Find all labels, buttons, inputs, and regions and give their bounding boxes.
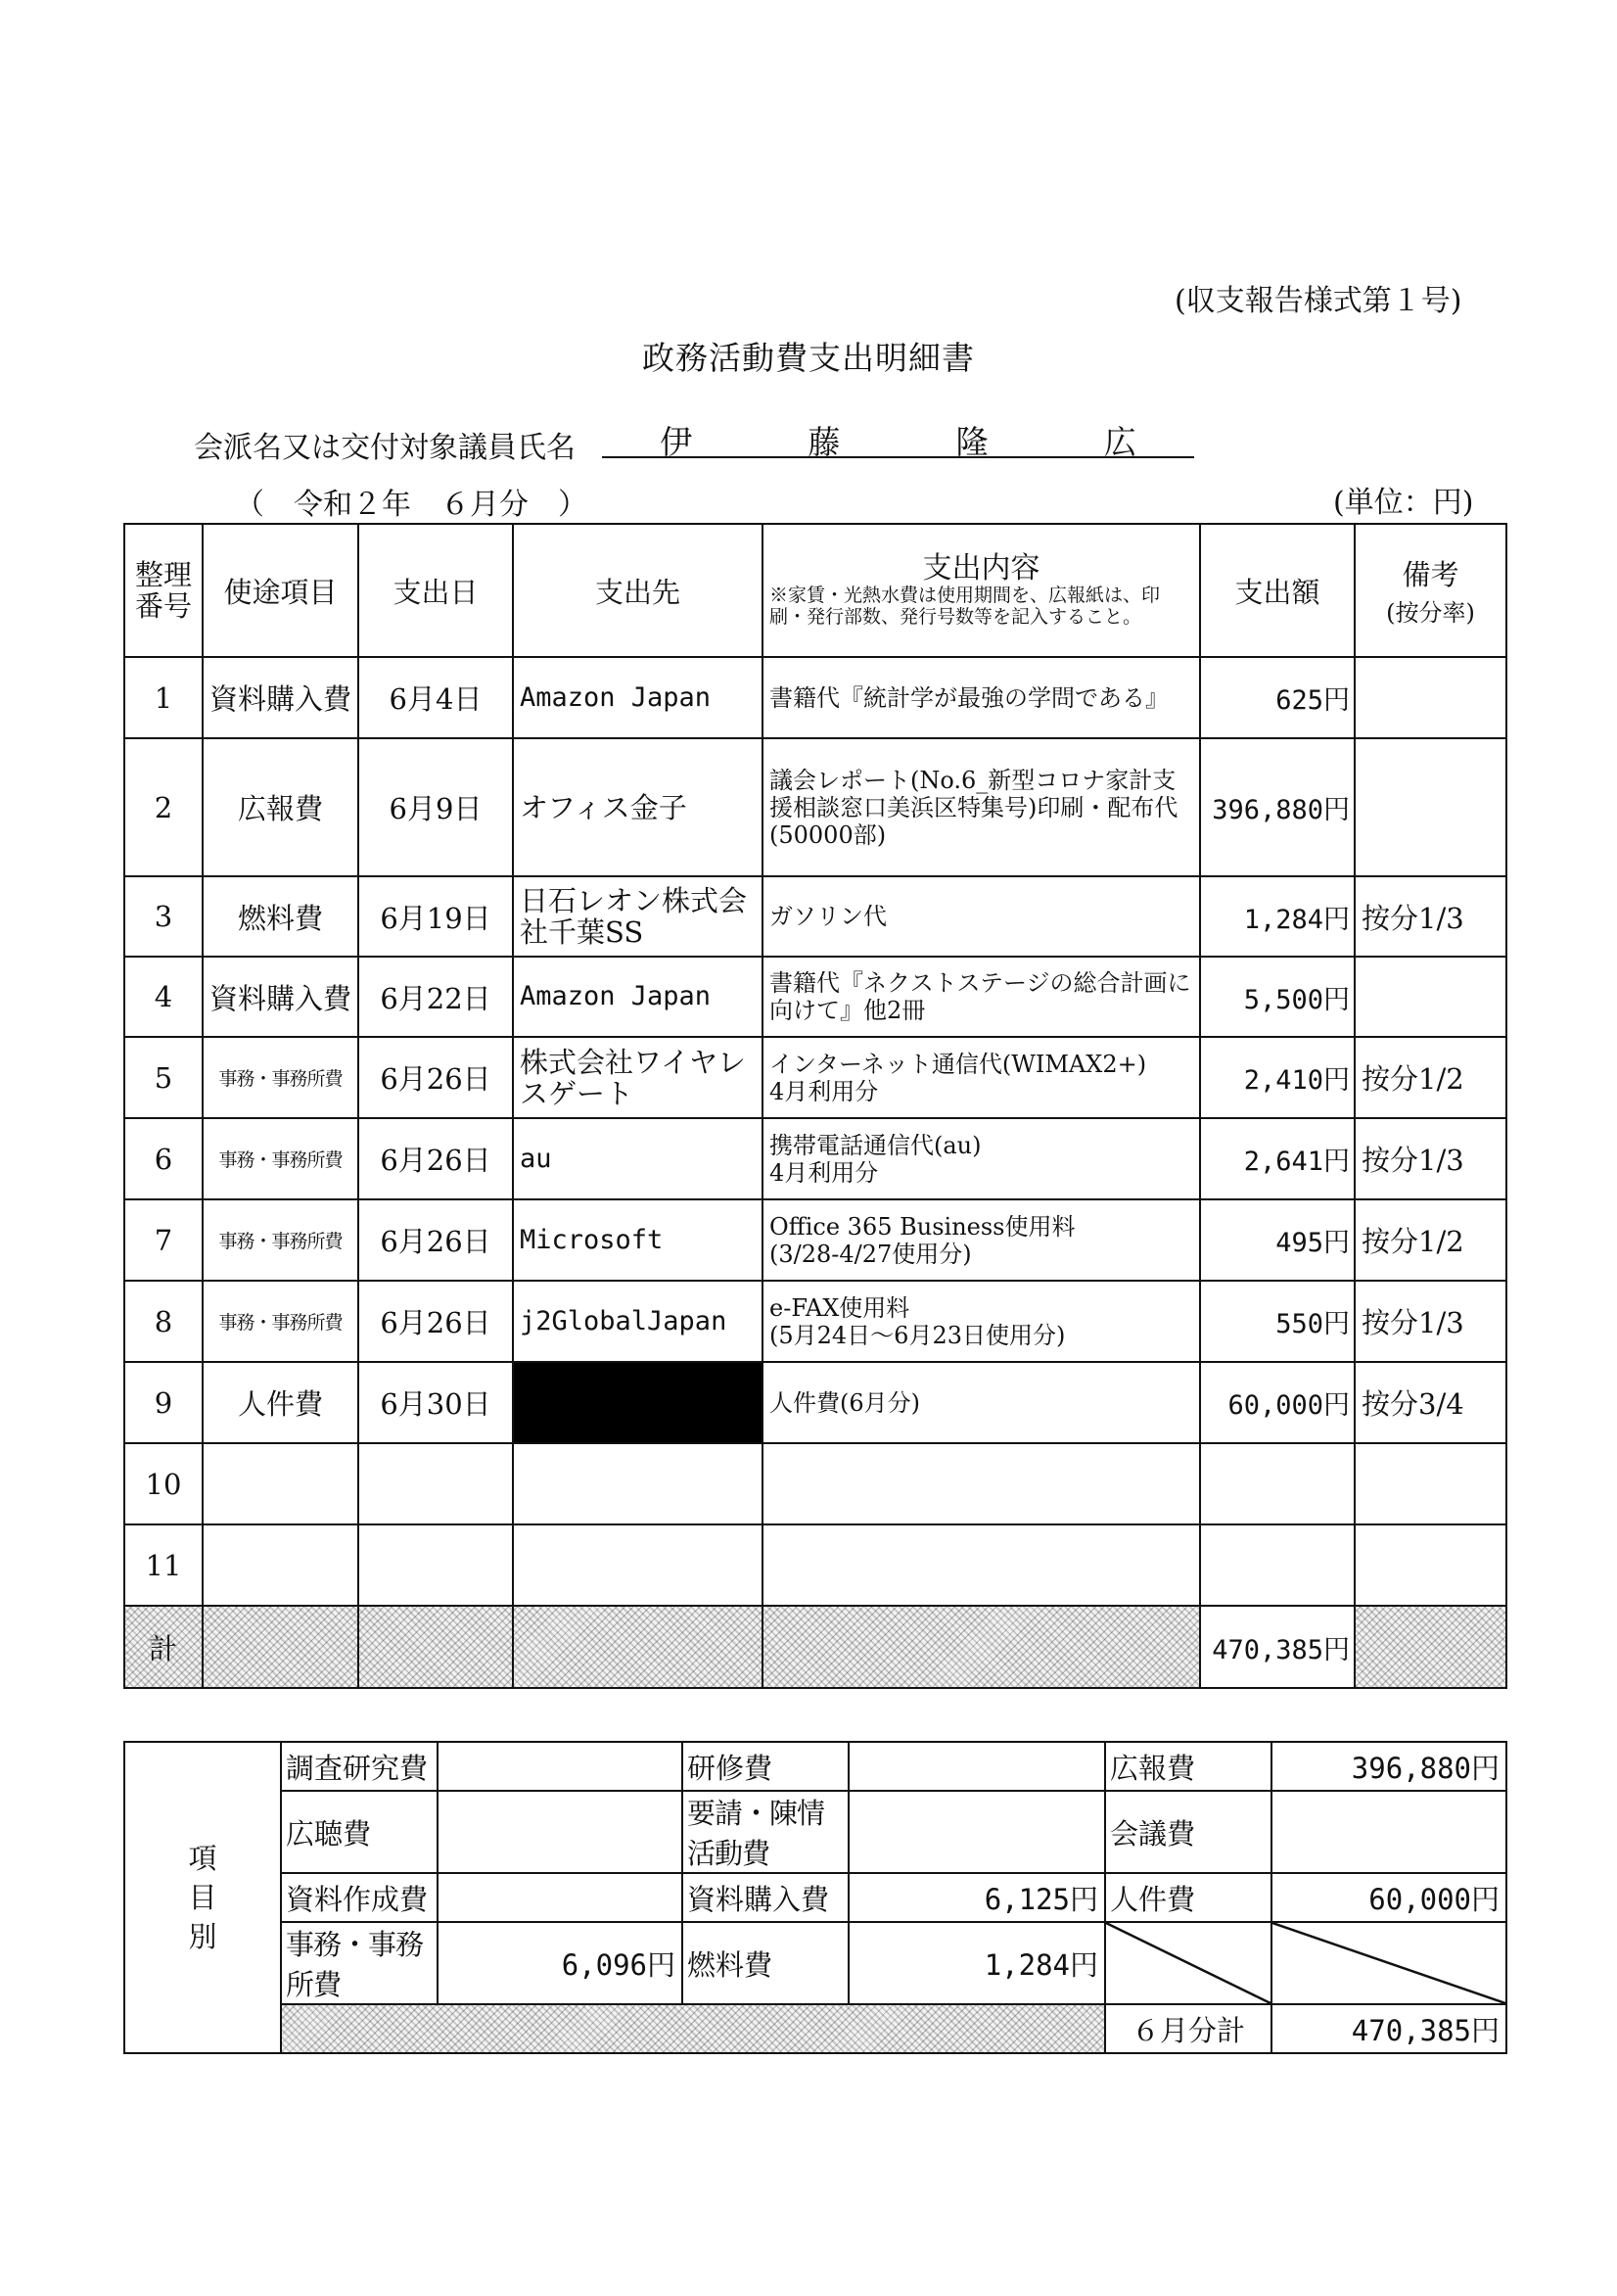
- row-remarks: 按分1/3: [1355, 1281, 1506, 1362]
- summary-value-shiryou-kounyu: 6,125円: [849, 1873, 1105, 1922]
- member-name-char: 広: [1103, 423, 1136, 461]
- document-title: 政務活動費支出明細書: [642, 339, 975, 377]
- row-no: 1: [124, 657, 203, 738]
- summary-label-shiryou-kounyu: 資料購入費: [682, 1873, 849, 1922]
- row-no: 6: [124, 1118, 203, 1199]
- summary-side-label: 項目別: [124, 1742, 281, 2053]
- form-number: (収支報告様式第１号): [1175, 284, 1462, 318]
- summary-value-jinken: 60,000円: [1271, 1873, 1506, 1922]
- row-remarks: [1355, 1524, 1506, 1606]
- unit-label: (単位：円): [1333, 486, 1474, 520]
- header-date: 支出日: [358, 524, 513, 657]
- member-name-char: 伊: [660, 423, 693, 461]
- row-amount: 1,284円: [1200, 876, 1355, 957]
- row-amount: 2,410円: [1200, 1037, 1355, 1118]
- row-payee: Amazon Japan: [513, 957, 762, 1037]
- summary-table: [123, 1741, 1507, 2054]
- row-category: 事務・事務所費: [203, 1118, 358, 1199]
- header-content: [762, 524, 1200, 657]
- row-amount: 495円: [1200, 1199, 1355, 1281]
- summary-label-kouhou: 広報費: [1105, 1742, 1271, 1791]
- row-payee: オフィス金子: [513, 738, 762, 876]
- table-row: [124, 1118, 1506, 1199]
- summary-diagonal-cell: [1105, 1922, 1271, 2004]
- summary-value-kaigi: [1271, 1791, 1506, 1873]
- total-shaded-cell: [1355, 1606, 1506, 1688]
- summary-month-total-label: ６月分計: [1105, 2004, 1271, 2053]
- row-amount: [1200, 1443, 1355, 1524]
- row-no: 10: [124, 1443, 203, 1524]
- row-category: 事務・事務所費: [203, 1199, 358, 1281]
- row-amount: [1200, 1524, 1355, 1606]
- member-name-char: 藤: [808, 423, 841, 461]
- header-remarks-main: 備考: [1402, 558, 1459, 591]
- row-content: 書籍代『ネクストステージの総合計画に向けて』他2冊: [762, 957, 1200, 1037]
- row-content: [762, 1443, 1200, 1524]
- row-amount: 60,000円: [1200, 1362, 1355, 1443]
- summary-label-kaigi: 会議費: [1105, 1791, 1271, 1873]
- summary-value-kouhou: 396,880円: [1271, 1742, 1506, 1791]
- summary-label-yousei: 要請・陳情活動費: [682, 1791, 849, 1873]
- row-remarks: [1355, 657, 1506, 738]
- row-no: 4: [124, 957, 203, 1037]
- row-content: 人件費(6月分): [762, 1362, 1200, 1443]
- row-date: [358, 1524, 513, 1606]
- header-no: 整理番号: [124, 524, 203, 657]
- summary-value-kouchou: [438, 1791, 682, 1873]
- header-content-note: ※家賃・光熱水費は使用期間を、広報紙は、印刷・発行部数、発行号数等を記入すること。: [769, 585, 1161, 628]
- row-category: [203, 1524, 358, 1606]
- row-amount: 396,880円: [1200, 738, 1355, 876]
- summary-label-kouchou: 広聴費: [281, 1791, 438, 1873]
- table-row: [124, 657, 1506, 738]
- row-date: 6月22日: [358, 957, 513, 1037]
- row-content: Office 365 Business使用料 (3/28-4/27使用分): [762, 1199, 1200, 1281]
- summary-label-nenryou: 燃料費: [682, 1922, 849, 2004]
- row-amount: 5,500円: [1200, 957, 1355, 1037]
- row-payee: j2GlobalJapan: [513, 1281, 762, 1362]
- row-content: 議会レポート(No.6_新型コロナ家計支援相談窓口美浜区特集号)印刷・配布代 (50000部): [762, 738, 1200, 876]
- table-row: [124, 1443, 1506, 1524]
- row-remarks: 按分1/3: [1355, 1118, 1506, 1199]
- row-payee: 株式会社ワイヤレスゲート: [513, 1037, 762, 1118]
- row-no: 2: [124, 738, 203, 876]
- row-payee: [513, 1443, 762, 1524]
- row-payee: [513, 1524, 762, 1606]
- row-content: e-FAX使用料 (5月24日～6月23日使用分): [762, 1281, 1200, 1362]
- row-amount: 2,641円: [1200, 1118, 1355, 1199]
- header-remarks-sub: (按分率): [1386, 599, 1475, 627]
- member-label: 会派名又は交付対象議員氏名: [194, 431, 576, 465]
- row-remarks: [1355, 957, 1506, 1037]
- summary-value-yousei: [849, 1791, 1105, 1873]
- row-date: 6月26日: [358, 1281, 513, 1362]
- row-date: 6月26日: [358, 1118, 513, 1199]
- table-row: [124, 957, 1506, 1037]
- header-category: 使途項目: [203, 524, 358, 657]
- row-amount: 625円: [1200, 657, 1355, 738]
- row-payee-redacted: [513, 1362, 762, 1443]
- row-category: 事務・事務所費: [203, 1281, 358, 1362]
- row-date: [358, 1443, 513, 1524]
- member-name-char: 隆: [955, 423, 989, 461]
- row-date: 6月19日: [358, 876, 513, 957]
- total-shaded-cell: [513, 1606, 762, 1688]
- row-no: 5: [124, 1037, 203, 1118]
- total-label: 計: [124, 1606, 203, 1688]
- summary-value-kenshu: [849, 1742, 1105, 1791]
- row-no: 11: [124, 1524, 203, 1606]
- row-date: 6月26日: [358, 1037, 513, 1118]
- row-remarks: 按分1/2: [1355, 1037, 1506, 1118]
- header-remarks: [1355, 524, 1506, 657]
- row-category: 人件費: [203, 1362, 358, 1443]
- row-remarks: [1355, 1443, 1506, 1524]
- table-row: [124, 738, 1506, 876]
- header-amount: 支出額: [1200, 524, 1355, 657]
- row-category: [203, 1443, 358, 1524]
- summary-label-kenshu: 研修費: [682, 1742, 849, 1791]
- row-category: 事務・事務所費: [203, 1037, 358, 1118]
- table-row: [124, 1362, 1506, 1443]
- report-period: （ 令和２年 ６月分 ）: [235, 488, 587, 522]
- row-category: 資料購入費: [203, 957, 358, 1037]
- total-shaded-cell: [203, 1606, 358, 1688]
- header-content-main: 支出内容: [922, 551, 1040, 586]
- row-amount: 550円: [1200, 1281, 1355, 1362]
- expense-table: [123, 523, 1507, 1689]
- row-remarks: 按分3/4: [1355, 1362, 1506, 1443]
- row-content: 書籍代『統計学が最強の学問である』: [762, 657, 1200, 738]
- row-payee: Amazon Japan: [513, 657, 762, 738]
- summary-value-jimu: 6,096円: [438, 1922, 682, 2004]
- row-no: 9: [124, 1362, 203, 1443]
- table-row: [124, 1524, 1506, 1606]
- summary-label-jimu: 事務・事務所費: [281, 1922, 438, 2004]
- row-content: インターネット通信代(WIMAX2+) 4月利用分: [762, 1037, 1200, 1118]
- summary-label-jinken: 人件費: [1105, 1873, 1271, 1922]
- summary-value-chousa: [438, 1742, 682, 1791]
- table-header-row: [124, 524, 1506, 657]
- header-payee: 支出先: [513, 524, 762, 657]
- table-row: [124, 876, 1506, 957]
- row-no: 8: [124, 1281, 203, 1362]
- row-remarks: 按分1/3: [1355, 876, 1506, 957]
- row-date: 6月4日: [358, 657, 513, 738]
- row-payee: 日石レオン株式会社千葉SS: [513, 876, 762, 957]
- summary-value-nenryou: 1,284円: [849, 1922, 1105, 2004]
- summary-shaded-cell: [281, 2004, 1105, 2053]
- table-row: [124, 1037, 1506, 1118]
- row-no: 7: [124, 1199, 203, 1281]
- member-name: [602, 417, 1194, 461]
- summary-value-shiryou-sakusei: [438, 1873, 682, 1922]
- row-date: 6月26日: [358, 1199, 513, 1281]
- row-payee: au: [513, 1118, 762, 1199]
- row-content: ガソリン代: [762, 876, 1200, 957]
- row-payee: Microsoft: [513, 1199, 762, 1281]
- total-shaded-cell: [762, 1606, 1200, 1688]
- summary-month-total-value: 470,385円: [1271, 2004, 1506, 2053]
- row-date: 6月9日: [358, 738, 513, 876]
- row-category: 広報費: [203, 738, 358, 876]
- row-date: 6月30日: [358, 1362, 513, 1443]
- row-category: 燃料費: [203, 876, 358, 957]
- row-remarks: [1355, 738, 1506, 876]
- table-row: [124, 1199, 1506, 1281]
- total-amount: 470,385円: [1200, 1606, 1355, 1688]
- summary-diagonal-cell: [1271, 1922, 1506, 2004]
- total-shaded-cell: [358, 1606, 513, 1688]
- total-row: [124, 1606, 1506, 1688]
- row-content: 携帯電話通信代(au) 4月利用分: [762, 1118, 1200, 1199]
- row-content: [762, 1524, 1200, 1606]
- table-row: [124, 1281, 1506, 1362]
- summary-label-shiryou-sakusei: 資料作成費: [281, 1873, 438, 1922]
- row-remarks: 按分1/2: [1355, 1199, 1506, 1281]
- summary-label-chousa: 調査研究費: [281, 1742, 438, 1791]
- row-category: 資料購入費: [203, 657, 358, 738]
- row-no: 3: [124, 876, 203, 957]
